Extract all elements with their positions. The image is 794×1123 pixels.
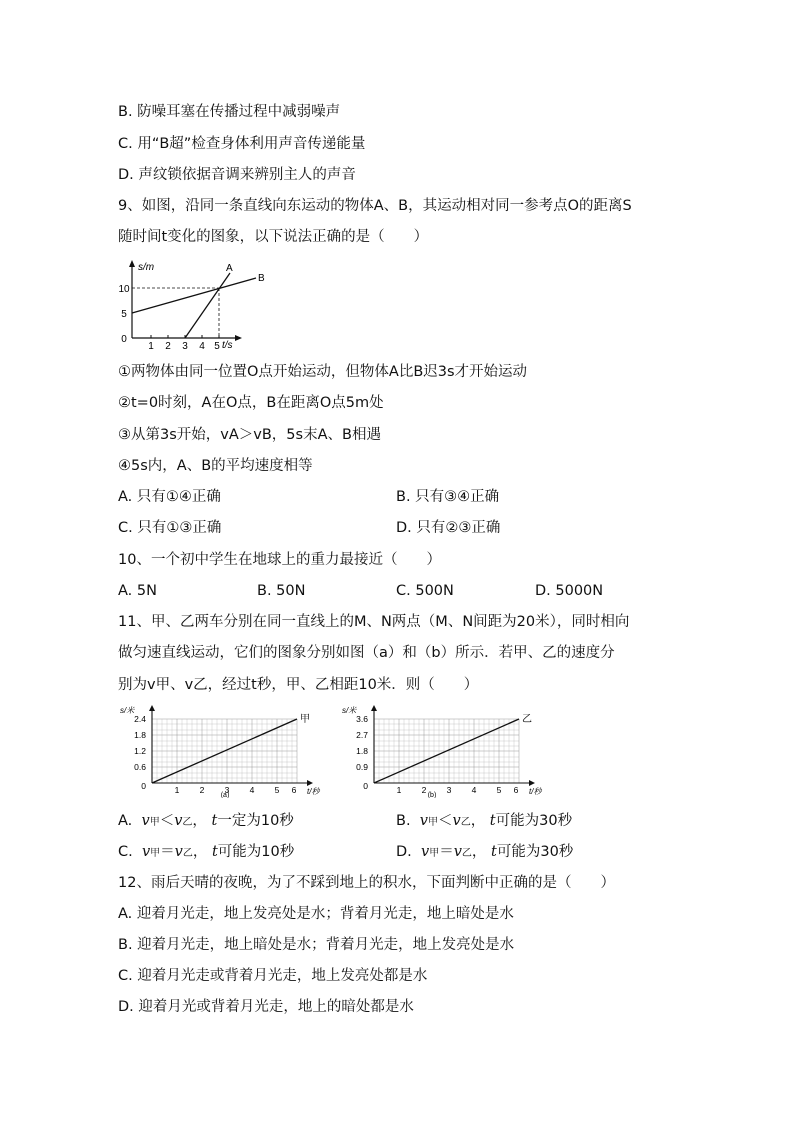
- q12-option-b: B. 迎着月光走，地上暗处是水；背着月光走，地上发亮处是水: [118, 937, 515, 953]
- q11-graph-b-ytick: 1.8: [356, 746, 368, 756]
- q9-graph-xlabel: t/s: [222, 340, 233, 351]
- q11-option-a: [118, 811, 294, 833]
- q11-graph-b-caption: (b): [427, 792, 437, 798]
- subscript: 乙: [182, 817, 193, 828]
- separator: ，: [471, 844, 487, 860]
- subscript: 乙: [461, 848, 472, 859]
- time-symbol: t: [489, 813, 496, 829]
- q9-graph-ytick: 10: [118, 284, 130, 295]
- q11-graph-b-ytick: 3.6: [356, 714, 368, 724]
- q11-graph-a-origin: 0: [141, 781, 146, 791]
- q11-graph-a-xtick: 4: [249, 785, 255, 795]
- q11-graph-a-xtick: 5: [274, 785, 280, 795]
- q12-option-c: C. 迎着月光走或背着月光走，地上发亮处都是水: [118, 968, 428, 984]
- q11-graph-b-xtick: 4: [471, 785, 477, 795]
- option-tail: 一定为10秒: [217, 813, 294, 829]
- q9-graph-line-b-label: B: [258, 273, 265, 284]
- q9-option-d: D. 只有②③正确: [396, 520, 501, 536]
- q11-stem-line2: 做匀速直线运动，它们的图象分别如图（a）和（b）所示．若甲、乙的速度分: [118, 645, 615, 661]
- q11-graph-b-ytick: 2.7: [356, 730, 368, 740]
- q8-option-b: B. 防噪耳塞在传播过程中减弱噪声: [118, 104, 341, 120]
- relation: ＝: [160, 844, 175, 860]
- q9-stem-line1: 9、如图，沿同一条直线向东运动的物体A、B，其运动相对同一参考点O的距离S: [118, 198, 632, 214]
- separator: ，: [192, 813, 207, 829]
- q10-stem: 10、一个初中学生在地球上的重力最接近（ ）: [118, 552, 441, 568]
- q9-graph-ytick: 5: [121, 309, 127, 320]
- q11-graph-a-ytick: 1.8: [134, 730, 146, 740]
- q11-graph-b-origin: 0: [363, 781, 368, 791]
- q11-graph-a-line-label: 甲: [300, 714, 310, 725]
- velocity-symbol: v: [421, 844, 430, 860]
- q11-graph-b-xtick: 3: [446, 785, 452, 795]
- q11-graph-a-xtick: 6: [291, 785, 297, 795]
- separator: ，: [192, 844, 208, 860]
- q9-graph-xtick: 5: [214, 341, 220, 352]
- q9-graph-xtick: 4: [199, 341, 205, 352]
- q11-graph-a-ylabel: s/米: [120, 706, 135, 715]
- subscript: 甲: [429, 848, 440, 859]
- q9-option-c: C. 只有①③正确: [118, 520, 222, 536]
- q11-graph-a: [118, 702, 330, 798]
- option-tail: 可能为10秒: [217, 844, 295, 860]
- time-symbol: t: [491, 844, 497, 860]
- q11-graph-b-xtick: 5: [496, 785, 502, 795]
- q12-stem: 12、雨后天晴的夜晚，为了不踩到地上的积水，下面判断中正确的是（ ）: [118, 875, 615, 891]
- subscript: 乙: [182, 848, 193, 859]
- separator: ，: [470, 813, 486, 829]
- q11-graph-b: [340, 702, 552, 798]
- velocity-symbol: v: [419, 813, 428, 829]
- option-letter: D.: [396, 844, 412, 860]
- velocity-symbol: v: [141, 813, 150, 829]
- q11-graph-a-xtick: 1: [174, 785, 180, 795]
- q11-graph-b-ytick: 0.9: [356, 762, 368, 772]
- q11-graph-b-xtick: 2: [421, 785, 427, 795]
- q11-graph-b-ylabel: s/米: [342, 706, 357, 715]
- q11-graph-a-ytick: 0.6: [134, 762, 146, 772]
- q9-graph-ylabel: s/m: [138, 262, 155, 273]
- subscript: 甲: [149, 817, 160, 828]
- option-tail: 可能为30秒: [496, 844, 574, 860]
- q9-option-a: A. 只有①④正确: [118, 489, 221, 505]
- q11-graph-a-ytick: 1.2: [134, 746, 146, 756]
- relation: ＜: [159, 813, 175, 829]
- q9-graph-line-a-label: A: [226, 263, 233, 274]
- q11-stem-line3: 别为v甲、v乙，经过t秒，甲、乙相距10米．则（ ）: [118, 677, 479, 693]
- q11-graph-a-xtick: 2: [199, 785, 205, 795]
- q9-graph-xtick: 1: [148, 341, 154, 352]
- q9-graph-xtick: 2: [165, 341, 171, 352]
- q9-statement-2: ②t=0时刻，A在O点，B在距离O点5m处: [118, 395, 384, 411]
- q11-graph-a-xlabel: t/秒: [307, 787, 320, 796]
- relation: ＜: [437, 813, 453, 829]
- q11-graph-b-xtick: 1: [396, 785, 402, 795]
- subscript: 乙: [460, 817, 471, 828]
- q11-graph-b-xtick: 6: [513, 785, 519, 795]
- option-letter: C.: [118, 844, 133, 860]
- time-symbol: t: [211, 844, 218, 860]
- subscript: 甲: [427, 817, 438, 828]
- velocity-symbol: v: [453, 844, 462, 860]
- q10-option-d: D. 5000N: [535, 583, 604, 599]
- velocity-symbol: v: [174, 813, 183, 829]
- time-symbol: t: [211, 813, 218, 829]
- q11-graph-b-line-label: 乙: [522, 714, 532, 725]
- q11-option-b: [396, 811, 572, 833]
- velocity-symbol: v: [452, 813, 461, 829]
- q9-graph-origin: 0: [121, 334, 127, 345]
- velocity-symbol: v: [141, 844, 151, 860]
- q10-option-b: B. 50N: [257, 583, 306, 599]
- option-letter: B.: [396, 813, 411, 829]
- q11-option-d: [396, 842, 573, 864]
- q9-graph: [118, 256, 280, 352]
- subscript: 甲: [150, 848, 161, 859]
- q8-option-d: D. 声纹锁依据音调来辨别主人的声音: [118, 167, 356, 183]
- q12-option-a: A. 迎着月光走，地上发亮处是水；背着月光走，地上暗处是水: [118, 906, 514, 922]
- q8-option-c: C. 用“B超”检查身体利用声音传递能量: [118, 136, 366, 152]
- q12-option-d: D. 迎着月光或背着月光走，地上的暗处都是水: [118, 999, 414, 1015]
- q10-option-a: A. 5N: [118, 583, 157, 599]
- q9-stem-line2: 随时间t变化的图象，以下说法正确的是（ ）: [118, 229, 429, 245]
- velocity-symbol: v: [174, 844, 183, 860]
- q11-graph-a-ytick: 2.4: [134, 714, 146, 724]
- q9-option-b: B. 只有③④正确: [396, 489, 500, 505]
- q11-option-c: [118, 842, 294, 864]
- q11-stem-line1: 11、甲、乙两车分别在同一直线上的M、N两点（M、N间距为20米），同时相向: [118, 614, 630, 630]
- q10-option-c: C. 500N: [396, 583, 454, 599]
- q9-statement-4: ④5s内，A、B的平均速度相等: [118, 458, 313, 474]
- option-tail: 可能为30秒: [495, 813, 573, 829]
- q11-graph-b-xlabel: t/秒: [529, 787, 542, 796]
- relation: ＝: [439, 844, 454, 860]
- q9-statement-3: ③从第3s开始，vA＞vB，5s末A、B相遇: [118, 427, 381, 443]
- q9-graph-xtick: 3: [182, 341, 188, 352]
- q9-statement-1: ①两物体由同一位置O点开始运动，但物体A比B迟3s才开始运动: [118, 364, 528, 380]
- option-letter: A.: [118, 813, 133, 829]
- q11-graph-a-caption: (a): [220, 792, 230, 798]
- q11-graph-a-xtick: 3: [224, 785, 230, 795]
